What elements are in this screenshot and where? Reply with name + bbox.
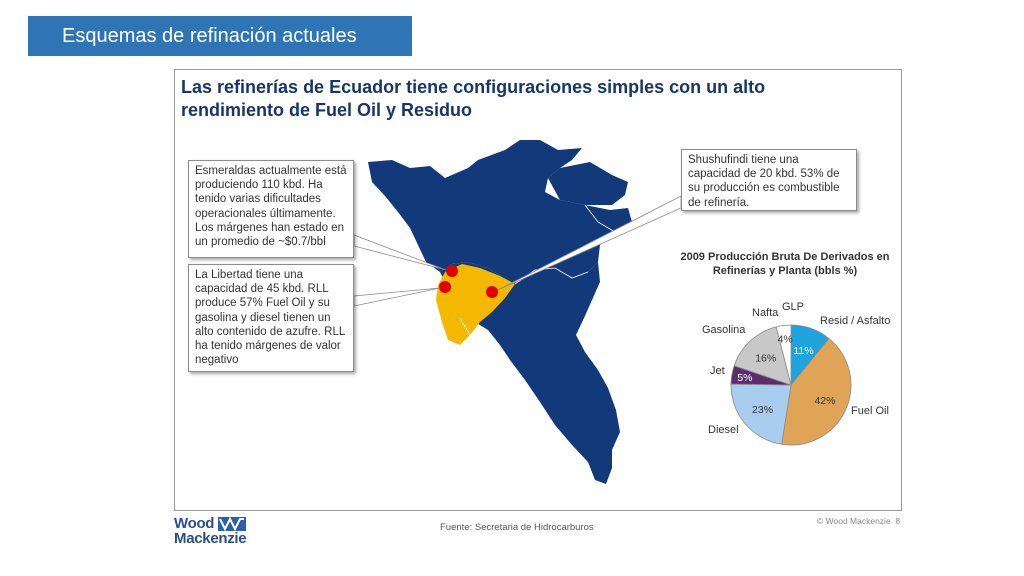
callout-la-libertad: La Libertad tiene una capacidad de 45 kbd. RLL produce 57% Fuel Oil y su gasolina y diesel tienen un alto contenido de azufre. RLL ha tenido márgenes de valor negativo (188, 264, 354, 372)
callout-shushufindi: Shushufindi tiene una capacidad de 20 kbd. 53% de su producción es combustible de refinería. (681, 149, 857, 211)
pie-category-label: Nafta (752, 307, 779, 319)
logo-word-1: Wood (174, 515, 215, 532)
pie-category-label: Diesel (708, 424, 739, 436)
pie-category-label: Gasolina (702, 324, 746, 336)
slide-title: Esquemas de refinación actuales (28, 16, 412, 56)
copyright-text: © Wood Mackenzie (817, 516, 891, 526)
pie-category-label: GLP (782, 301, 805, 313)
copyright-note (817, 516, 900, 526)
pie-chart-title: 2009 Producción Bruta De Derivados en Refinerías y Planta (bbls %) (680, 251, 890, 277)
pie-category-label: Resid / Asfalto (820, 315, 891, 327)
pie-category-label: Fuel Oil (851, 405, 889, 417)
logo-mark-icon (218, 517, 246, 531)
pie-value-label: 4% (777, 333, 793, 346)
source-note: Fuente: Secretaria de Hidrocarburos (440, 522, 594, 533)
slide-headline: Las refinerías de Ecuador tiene configuraciones simples con un alto rendimiento de Fuel Oil y Residuo (181, 77, 766, 120)
pie-category-label: Jet (710, 365, 725, 377)
pie-value-label: 23% (752, 403, 774, 416)
pie-value-label: 42% (814, 395, 836, 408)
pie-value-label: 11% (793, 344, 814, 357)
wood-mackenzie-logo (174, 516, 246, 546)
callout-esmeraldas: Esmeraldas actualmente está produciendo 110 kbd. Ha tenido varias dificultades operacionales últimamente. Los márgenes han estado en un promedio de ~$0.7/bbl (188, 160, 354, 258)
page-number: 8 (895, 516, 901, 526)
pie-value-label: 5% (737, 372, 753, 385)
logo-word-2: Mackenzie (174, 530, 247, 547)
pie-value-label: 16% (755, 352, 777, 365)
